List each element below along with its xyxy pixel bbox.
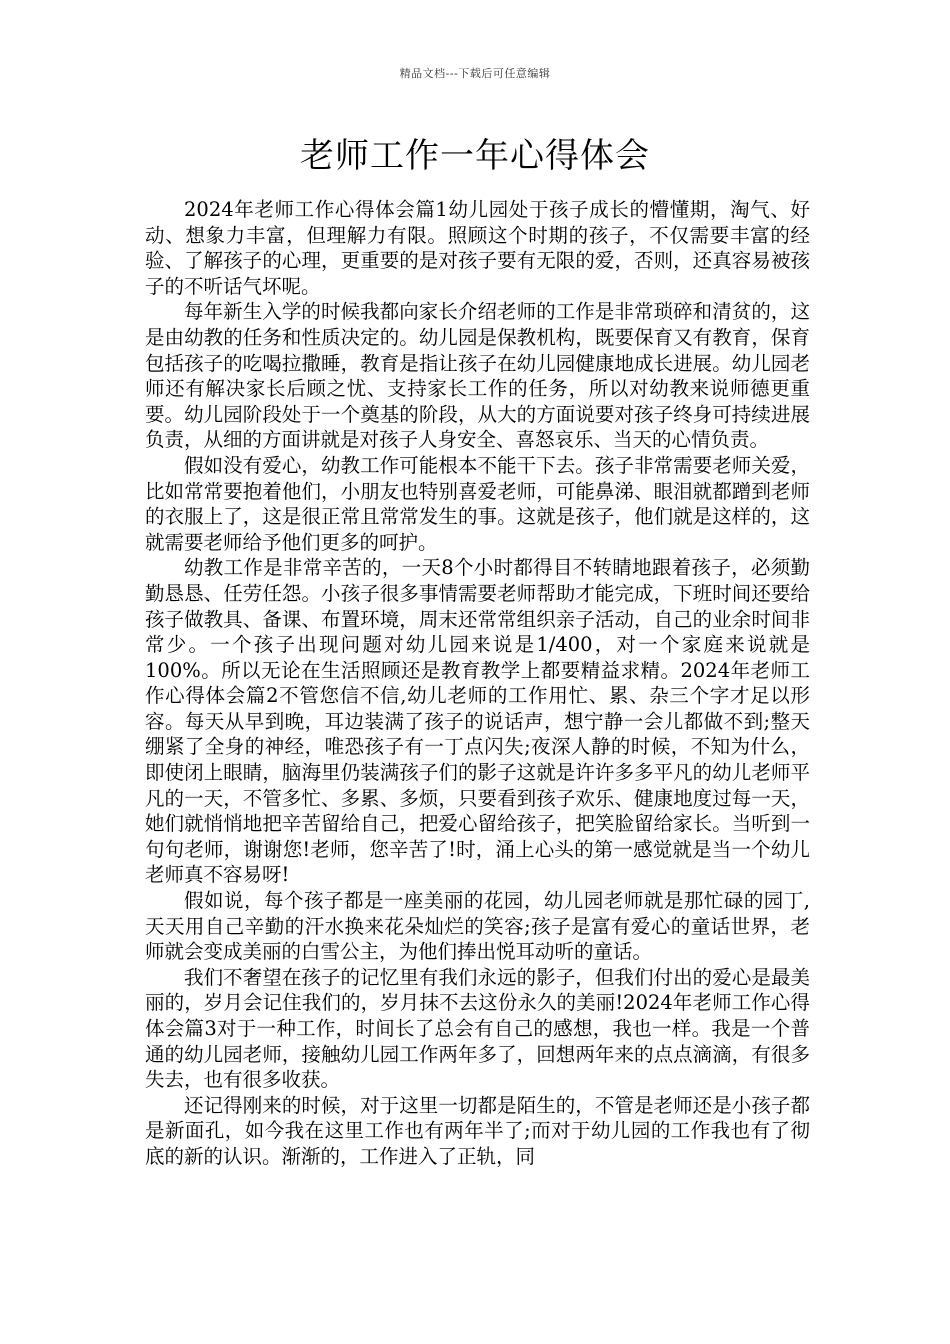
paragraph: 每年新生入学的时候我都向家长介绍老师的工作是非常琐碎和清贫的，这是由幼教的任务和性质决定的。幼儿园是保教机构，既要保育又有教育，保育包括孩子的吃喝拉撒睡，教育是指让孩子在幼儿园健康地成长进展。幼儿园老师还有解决家长后顾之忧、支持家长工作的任务，所以对幼教来说师德更重要。幼儿园阶段处于一个奠基的阶段，从大的方面说要对孩子终身可持续进展负责，从细的方面讲就是对孩子人身安全、喜怒哀乐、当天的心情负责。 [145,300,810,452]
page-title: 老师工作一年心得体会 [300,136,650,176]
paragraph: 2024年老师工作心得体会篇1幼儿园处于孩子成长的懵懂期，淘气、好动、想象力丰富，但理解力有限。照顾这个时期的孩子，不仅需要丰富的经验、了解孩子的心理，更重要的是对孩子要有无限的爱，否则，还真容易被孩子的不听话气坏呢。 [145,198,810,298]
paragraph: 还记得刚来的时候，对于这里一切都是陌生的，不管是老师还是小孩子都是新面孔，如今我在这里工作也有两年半了;而对于幼儿园的工作我也有了彻底的新的认识。渐渐的，工作进入了正轨，同 [145,1093,810,1168]
paragraph: 幼教工作是非常辛苦的，一天8个小时都得目不转睛地跟着孩子，必须勤勤恳恳、任劳任怨。小孩子很多事情需要老师帮助才能完成，下班时间还要给孩子做教具、备课、布置环境，周末还常常组织亲子活动，自己的业余时间非常少。一个孩子出现问题对幼儿园来说是1/400，对一个家庭来说就是100%。所以无论在生活照顾还是教育教学上都要精益求精。2024年老师工作心得体会篇2不管您信不信,幼儿老师的工作用忙、累、杂三个字才足以形容。每天从早到晚，耳边装满了孩子的说话声，想宁静一会儿都做不到;整天绷紧了全身的神经，唯恐孩子有一丁点闪失;夜深人静的时候，不知为什么，即使闭上眼睛，脑海里仍装满孩子们的影子这就是许许多多平凡的幼儿老师平凡的一天，不管多忙、多累、多烦，只要看到孩子欢乐、健康地度过每一天，她们就悄悄地把辛苦留给自己，把爱心留给孩子，把笑脸留给家长。当听到一句句老师，谢谢您!老师，您辛苦了!时，涌上心头的第一感觉就是当一个幼儿老师真不容易呀! [145,556,810,887]
paragraph: 我们不奢望在孩子的记忆里有我们永远的影子，但我们付出的爱心是最美丽的，岁月会记住我们的，岁月抹不去这份永久的美丽!2024年老师工作心得体会篇3对于一种工作，时间长了总会有自己的感想，我也一样。我是一个普通的幼儿园老师，接触幼儿园工作两年多了，回想两年来的点点滴滴，有很多失去，也有很多收获。 [145,965,810,1092]
header-note: 精品文档---下载后可任意编辑 [399,67,551,80]
paragraph: 假如没有爱心，幼教工作可能根本不能干下去。孩子非常需要老师关爱，比如常常要抱着他们，小朋友也特别喜爱老师，可能鼻涕、眼泪就都蹭到老师的衣服上了，这是很正常且常常发生的事。这就是孩子，他们就是这样的，这就需要老师给予他们更多的呵护。 [145,453,810,554]
article-body [145,197,810,1170]
paragraph: 假如说，每个孩子都是一座美丽的花园，幼儿园老师就是那忙碌的园丁,天天用自己辛勤的汗水换来花朵灿烂的笑容;孩子是富有爱心的童话世界，老师就会变成美丽的白雪公主，为他们捧出悦耳动听的童话。 [145,889,810,964]
